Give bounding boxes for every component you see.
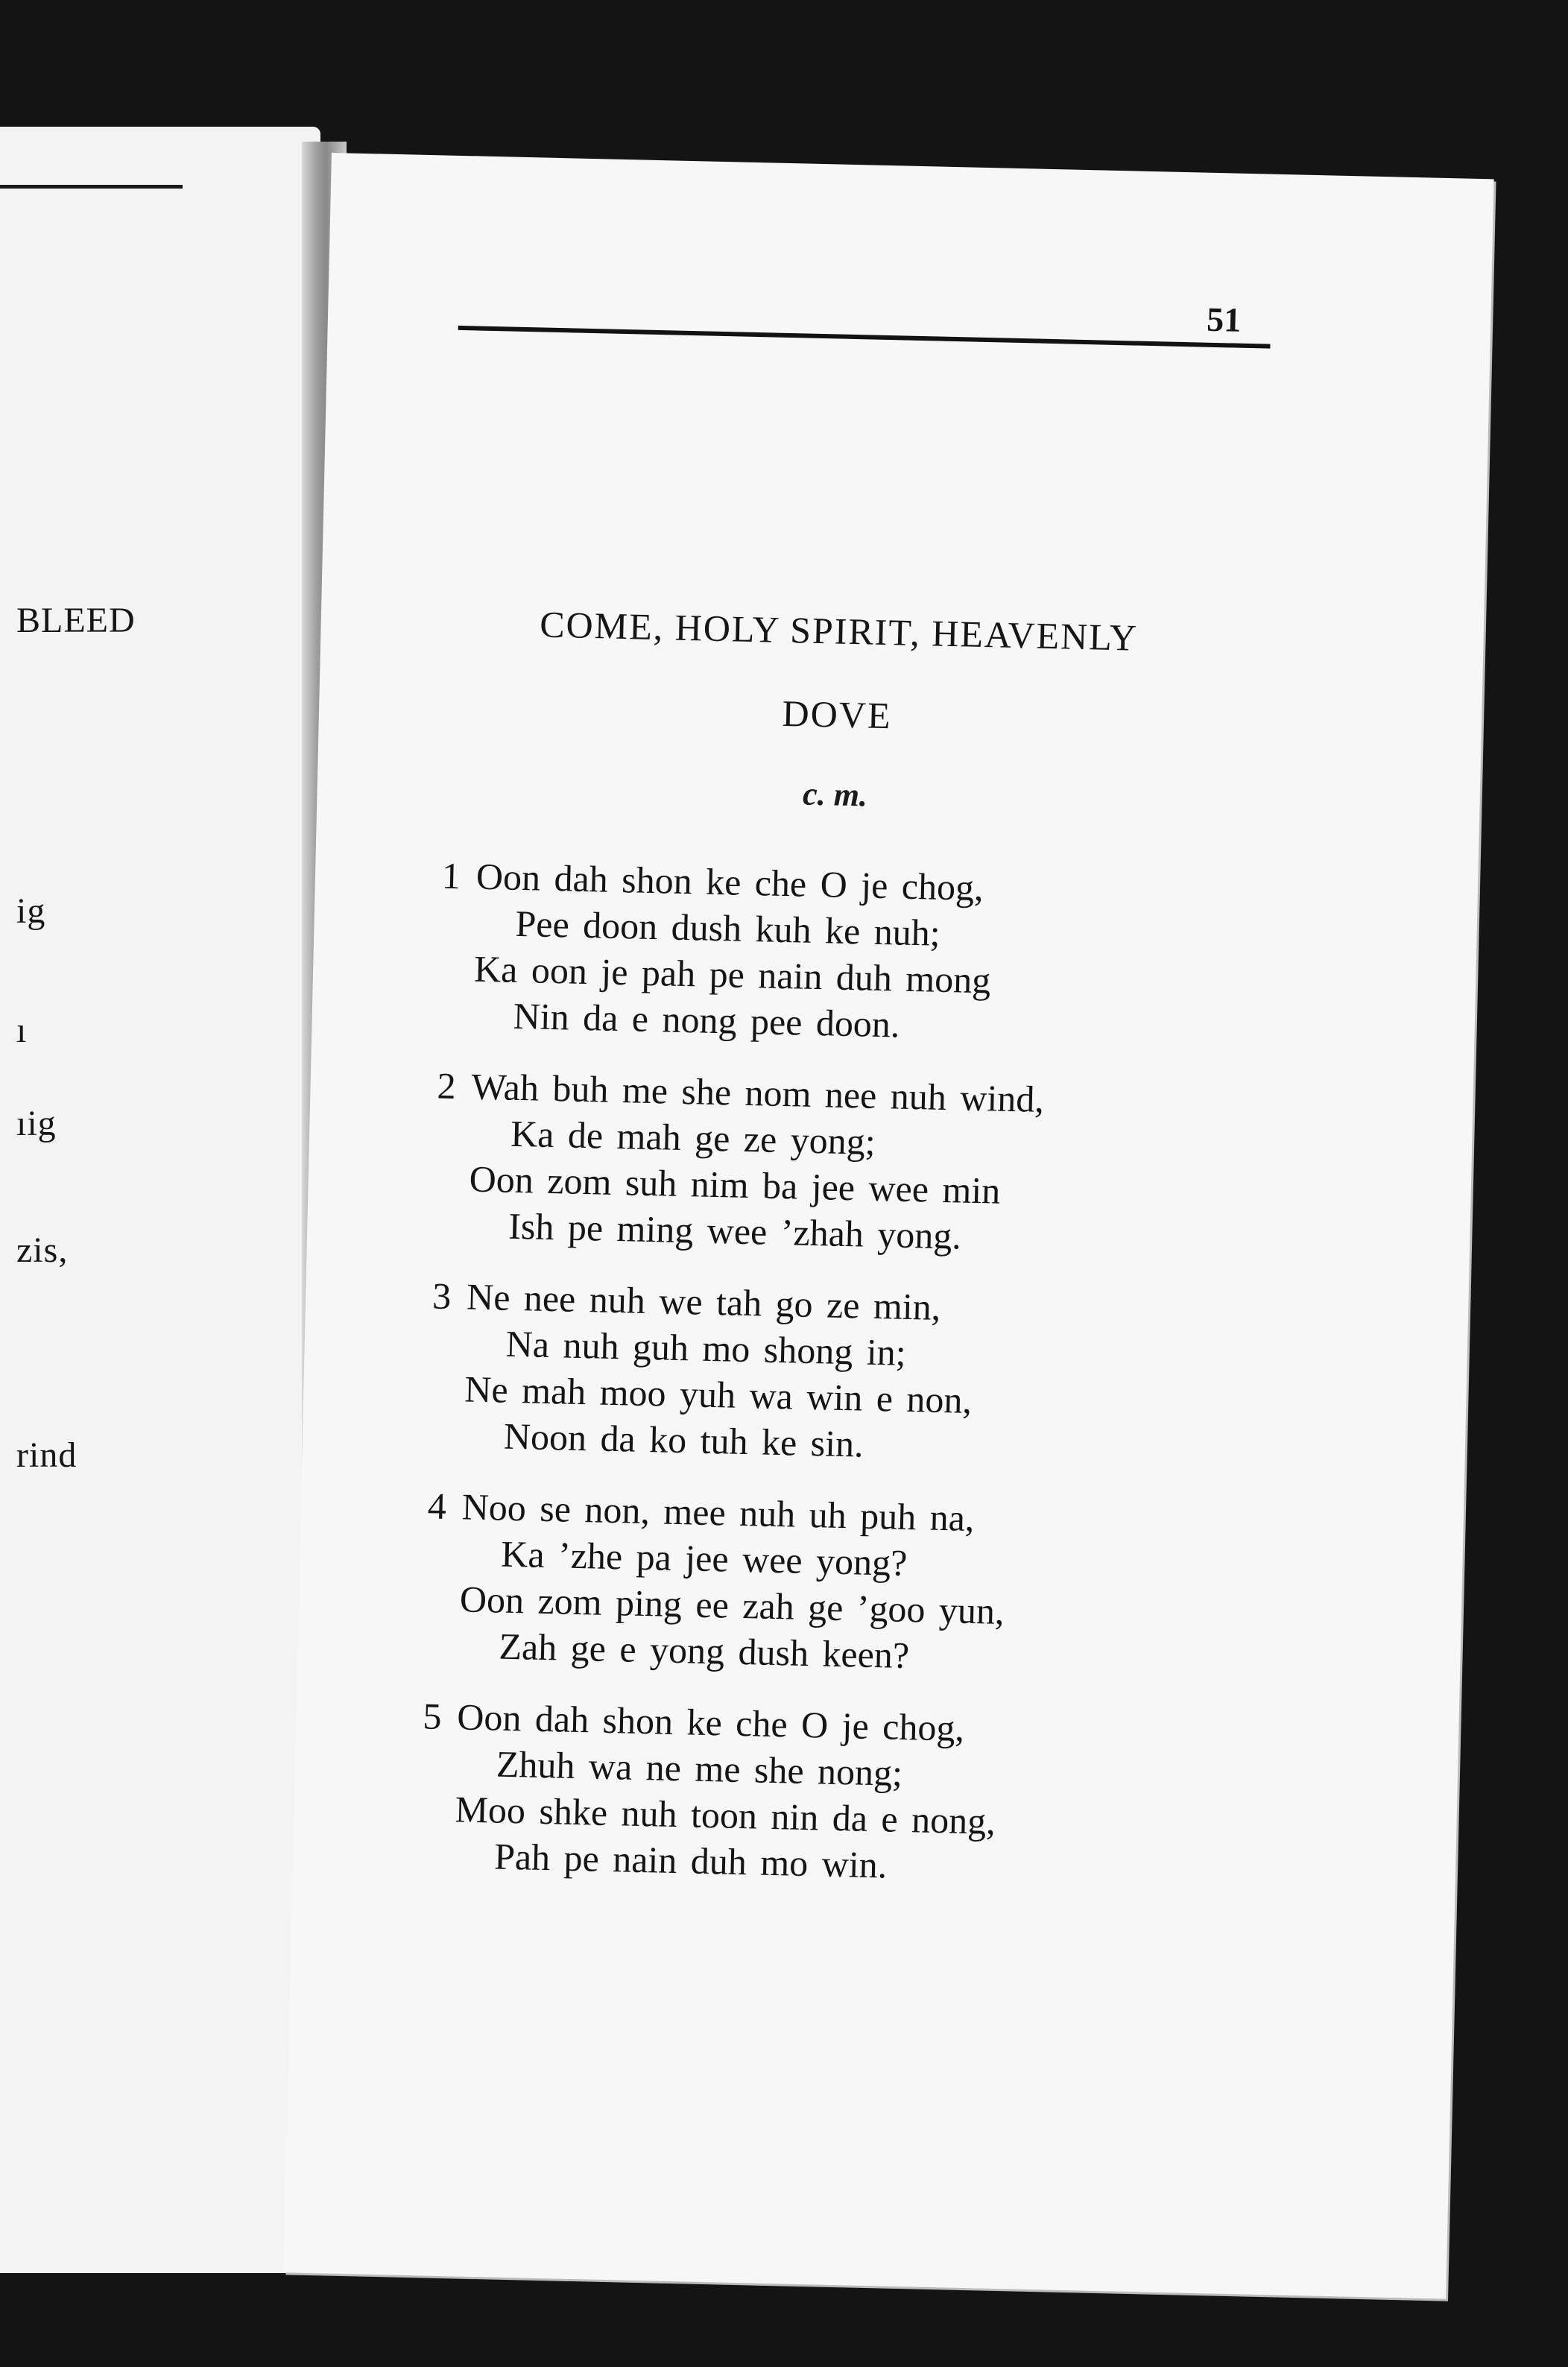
verse-number: 1 [441, 854, 461, 897]
verse-text: Oon dah shon ke che O je chog, [475, 855, 984, 909]
verse-line: Noon da ko tuh ke sin. [503, 1415, 864, 1465]
verse [424, 1482, 1248, 1686]
verse-line: Oon zom suh nim ba jee wee min [469, 1157, 1001, 1212]
verse [434, 1063, 1257, 1266]
hymn-meter: c. m. [802, 775, 868, 814]
hymn-title-line: COME, HOLY SPIRIT, HEAVENLY [539, 603, 1139, 659]
verse-line: Zah ge e yong dush keen? [498, 1625, 910, 1677]
verse [420, 1693, 1243, 1896]
verse-text: Noo se non, mee nuh uh puh na, [461, 1485, 976, 1540]
page-number: 51 [1206, 300, 1242, 339]
verse-line: Zhuh wa ne me she nong; [496, 1742, 903, 1794]
verse-text: Ne nee nuh we tah go ze min, [466, 1275, 941, 1328]
verse-list [419, 853, 1262, 1922]
verse-line: Oon zom ping ee zah ge ’goo yun, [459, 1578, 1005, 1632]
verse [438, 853, 1262, 1056]
verse-text: Oon dah shon ke che O je chog, [456, 1696, 965, 1749]
verse-line: Pah pe nain duh mo win. [493, 1835, 888, 1886]
hymn-page [283, 153, 1493, 2299]
verse-line: Moo shke nuh toon nin da e nong, [454, 1788, 996, 1842]
verse-number: 4 [427, 1485, 447, 1527]
previous-page-fragment: rind [16, 1435, 78, 1475]
verse-line: Ka de mah ge ze yong; [510, 1112, 876, 1163]
previous-page-fragment: ıig [16, 1104, 57, 1143]
verse-number: 5 [422, 1695, 443, 1737]
hymn-title-line: DOVE [782, 692, 893, 737]
verse-line: Ne mah moo yuh wa win e non, [464, 1368, 973, 1421]
hymn-title [452, 581, 1224, 765]
verse-number: 3 [431, 1274, 452, 1318]
previous-page [0, 127, 320, 2273]
verse-line: Na nuh guh mo shong in; [505, 1322, 907, 1374]
verse-line: Ish pe ming wee ’zhah yong. [508, 1204, 962, 1257]
verse-line: Ka ’zhe pa jee wee yong? [500, 1532, 908, 1584]
verse-line: Pee doon dush kuh ke nuh; [514, 902, 941, 954]
header-rule [458, 326, 1271, 349]
previous-page-fragment: BLEED [16, 601, 136, 640]
verse-number: 2 [437, 1064, 457, 1107]
previous-page-fragment: ı [16, 1011, 28, 1050]
previous-page-fragment: zis, [16, 1230, 69, 1270]
verse-text: Wah buh me she nom nee nuh wind, [470, 1065, 1045, 1121]
previous-page-rule [0, 185, 183, 189]
verse-line: Nin da e nong pee doon. [513, 994, 901, 1046]
previous-page-fragment: ig [16, 891, 46, 931]
verse [429, 1272, 1252, 1476]
verse-line: Ka oon je pah pe nain duh mong [473, 947, 991, 1002]
